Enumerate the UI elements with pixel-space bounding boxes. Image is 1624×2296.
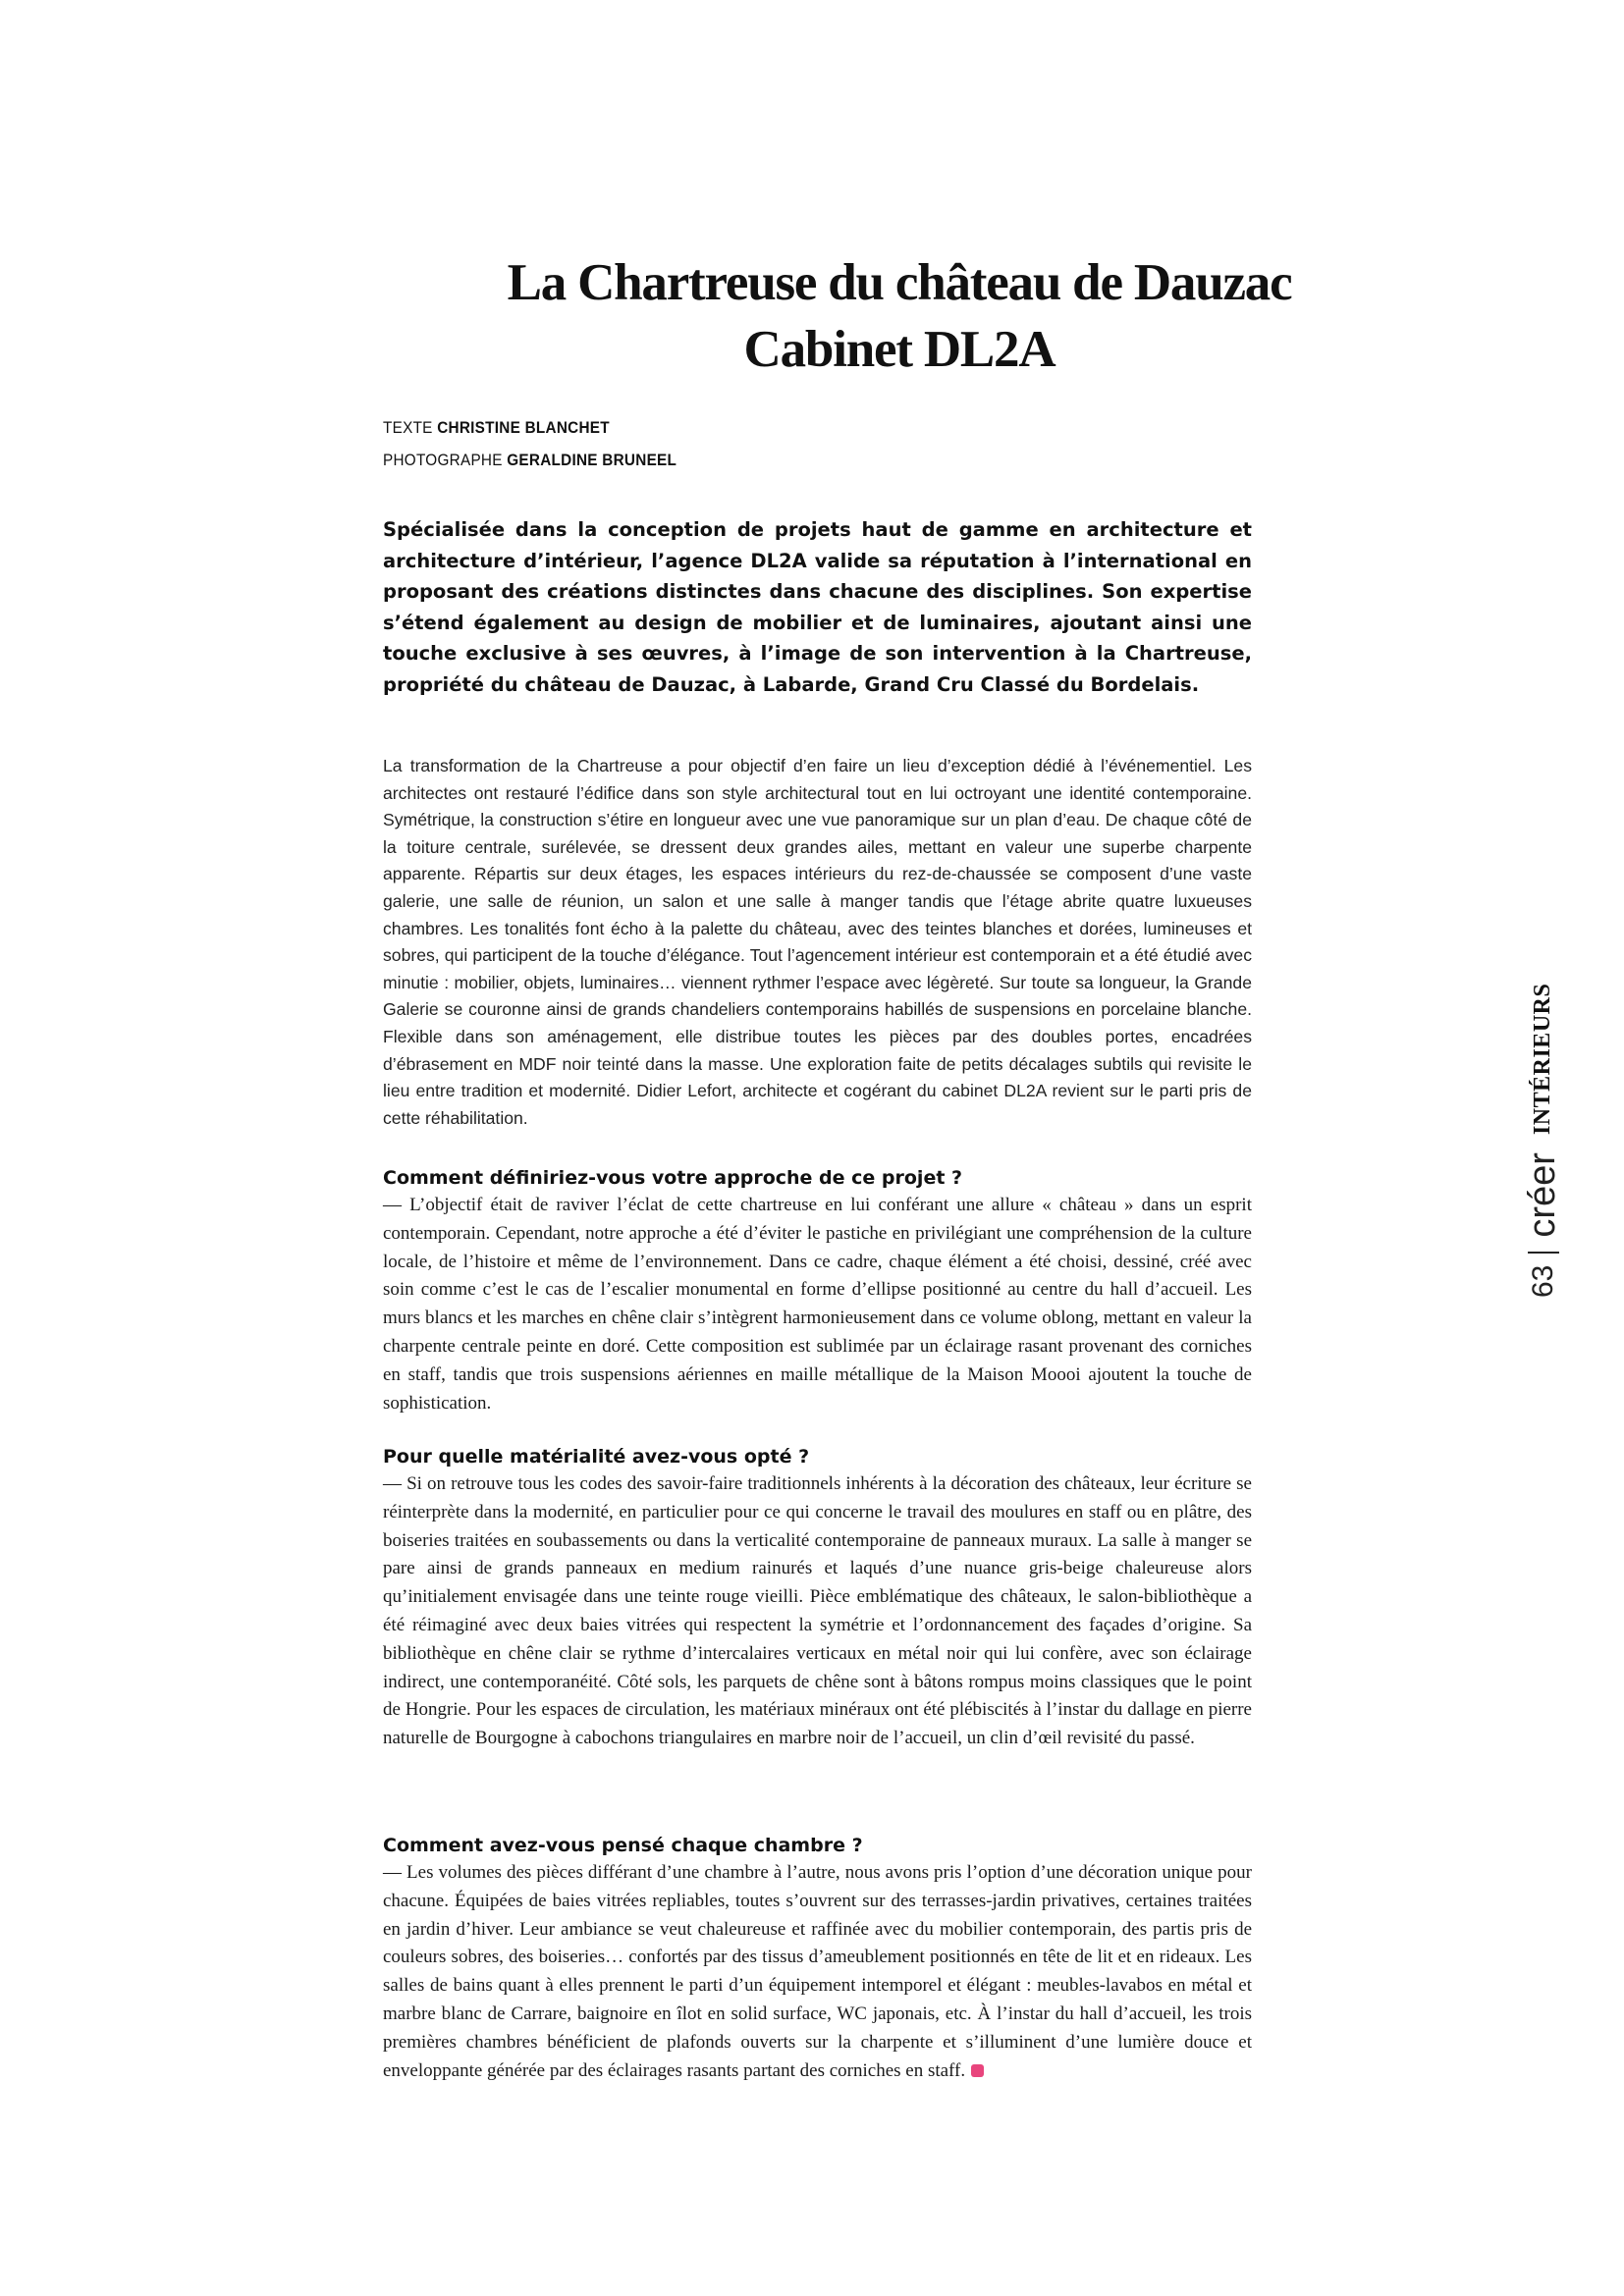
answer-3-text: — Les volumes des pièces différant d’une chambre à l’autre, nous avons pris l’option d’une décoration unique pour chacune. Équipées de baies vitrées repliables, toutes s’ouvrent sur des terrasses-jardin privatives, certaines traitées en jardin d’hiver. Leur ambiance se veut chaleureuse et raffinée avec du mobilier contemporain, des partis pris de couleurs sobres, des boiseries… confortés par des tissus d’ameublement positionnés en tête de lit et en rideaux. Les salles de bains quant à elles prennent le parti d’un équipement intemporel et élégant : meubles-lavabos en métal et marbre blanc de Carrare, baignoire en îlot en solid surface, WC japonais, etc. À l’instar du hall d’accueil, les trois premières chambres bénéficient de plafonds ouverts sur la charpente et s’illuminent d’une lumière douce et enveloppante générée par des éclairages rasants partant des corniches en staff. <box>383 1862 1252 2081</box>
text-credit <box>383 411 1001 444</box>
article-title <box>379 249 1420 383</box>
answer-1: — L’objectif était de raviver l’éclat de cette chartreuse en lui conférant une allure « château » dans un esprit contemporain. Cependant, notre approche a été d’éviter le pastiche en privilégiant une compréhension de la culture locale, de l’histoire et même de l’environnement. Dans ce cadre, chaque élément a été choisi, dessiné, créé avec soin comme c’est le cas de l’escalier monumental en forme d’ellipse positionné au centre du hall d’accueil. Les murs blancs et les marches en chêne clair s’intègrent harmonieusement dans ce volume oblong, mettant en valeur la charpente centrale peinte en doré. Cette composition est sublimée par un éclairage rasant provenant des corniches en staff, tandis que trois suspensions aériennes en maille métallique de la Maison Moooi ajoutent la touche de sophistication. <box>383 1195 1252 1414</box>
title-line-1: La Chartreuse du château de Dauzac <box>507 254 1292 311</box>
answer-3 <box>383 1859 1252 2085</box>
title-line-2: Cabinet DL2A <box>743 321 1056 378</box>
page-sidebar <box>1492 964 1563 1298</box>
section-name: créer <box>1522 1152 1563 1238</box>
photo-credit <box>383 444 1001 476</box>
text-credit-label: TEXTE <box>383 418 433 437</box>
text-credit-author: CHRISTINE BLANCHET <box>437 418 610 437</box>
end-of-article-mark <box>971 2064 984 2077</box>
sidebar-rotated <box>1522 984 1564 1298</box>
question-1: Comment définiriez-vous votre approche de ce projet ? <box>383 1167 963 1189</box>
sidebar-divider <box>1528 1252 1559 1254</box>
question-2: Pour quelle matérialité avez-vous opté ? <box>383 1446 810 1468</box>
photo-credit-label: PHOTOGRAPHE <box>383 451 503 469</box>
lead-paragraph: Spécialisée dans la conception de projets haut de gamme en architecture et architecture d’intérieur, l’agence DL2A valide sa réputation à l’international en proposant des créations distinctes dans chacune des disciplines. Son expertise s’étend également au design de mobilier et de luminaires, ajoutant ainsi une touche exclusive à ses œuvres, à l’image de son intervention à la Chartreuse, propriété du château de Dauzac, à Labarde, Grand Cru Classé du Bordelais. <box>383 518 1252 696</box>
question-3: Comment avez-vous pensé chaque chambre ? <box>383 1835 863 1856</box>
photo-credit-author: GERALDINE BRUNEEL <box>507 451 677 469</box>
rubric-name: INTÉRIEURS <box>1530 983 1555 1136</box>
answer-2: — Si on retrouve tous les codes des savoir-faire traditionnels inhérents à la décoration des châteaux, leur écriture se réinterprète dans la modernité, en particulier pour ce qui concerne le travail des moulures en staff ou en plâtre, des boiseries traitées en soubassements ou dans la verticalité contemporaine de panneaux muraux. La salle à manger se pare ainsi de grands panneaux en medium rainurés et laqués d’une nuance gris-beige chaleureuse alors qu’initialement envisagée dans une teinte rouge vieilli. Pièce emblématique des châteaux, le salon-bibliothèque a été réimaginé avec deux baies vitrées qui respectent la symétrie et l’ordonnancement des façades d’origine. Sa bibliothèque en chêne clair se rythme d’intercalaires verticaux en métal noir qui lui confère, avec son éclairage indirect, une contemporanéité. Côté sols, les parquets de chêne sont à bâtons rompus moins classiques que le point de Hongrie. Pour les espaces de circulation, les matériaux minéraux ont été plébiscités à l’instar du dallage en pierre naturelle de Bourgogne à cabochons triangulaires en marbre noir de l’accueil, un clin d’œil revisité du passé. <box>383 1473 1252 1749</box>
credits <box>383 411 1001 476</box>
intro-paragraph: La transformation de la Chartreuse a pour objectif d’en faire un lieu d’exception dédié à l’événementiel. Les architectes ont restauré l’édifice dans son style architectural tout en lui octroyant une identité contemporaine. Symétrique, la construction s’étire en longueur avec une vue panoramique sur un plan d’eau. De chaque côté de la toiture centrale, surélevée, se dressent deux grandes ailes, mettant en valeur une superbe charpente apparente. Répartis sur deux étages, les espaces intérieurs du rez-de-chaussée se composent d’une vaste galerie, une salle de réunion, un salon et une salle à manger tandis que l’étage abrite quatre luxueuses chambres. Les tonalités font écho à la palette du château, avec des teintes blanches et dorées, lumineuses et sobres, qui participent de la touche d’élégance. Tout l’agencement intérieur est contemporain et a été étudié avec minutie : mobilier, objets, luminaires… viennent rythmer l’espace avec légèreté. Sur toute sa longueur, la Grande Galerie se couronne ainsi de grands chandeliers contemporains habillés de suspensions en porcelaine blanche. Flexible dans son aménagement, elle distribue toutes les pièces par des doubles portes, encadrées d’ébrasement en MDF noir teinté dans la masse. Une exploration faite de petits décalages subtils qui revisite le lieu entre tradition et modernité. Didier Lefort, architecte et cogérant du cabinet DL2A revient sur le parti pris de cette réhabilitation. <box>383 756 1252 1128</box>
page-number: 63 <box>1526 1264 1559 1298</box>
